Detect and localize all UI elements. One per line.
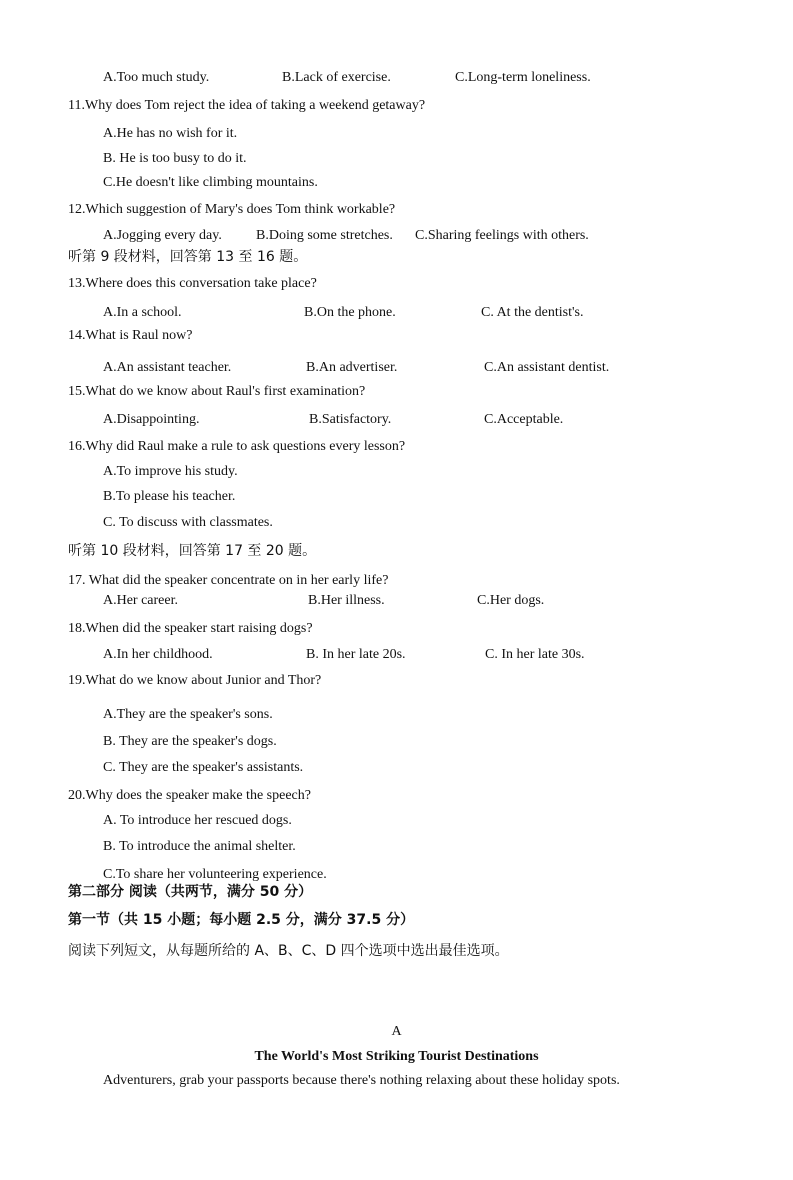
- q20-option-b: B. To introduce the animal shelter.: [103, 839, 296, 854]
- q14-option-c: C.An assistant dentist.: [484, 360, 610, 375]
- q20-option-a: A. To introduce her rescued dogs.: [103, 813, 292, 828]
- q17-option-b: B.Her illness.: [308, 593, 385, 608]
- q11-option-a: A.He has no wish for it.: [103, 126, 238, 141]
- q11-option-c: C.He doesn't like climbing mountains.: [103, 175, 318, 190]
- q19-option-c: C. They are the speaker's assistants.: [103, 760, 304, 775]
- q18-option-c: C. In her late 30s.: [485, 647, 585, 662]
- q15-stem: 15.What do we know about Raul's first examination?: [68, 384, 366, 399]
- q16-option-a: A.To improve his study.: [103, 464, 238, 479]
- q19-option-b: B. They are the speaker's dogs.: [103, 734, 277, 749]
- q17-stem: 17. What did the speaker concentrate on in her early life?: [68, 573, 389, 588]
- part-2-subtitle: 第一节（共 15 小题；每小题 2.5 分，满分 37.5 分）: [68, 912, 415, 928]
- passage-title: The World's Most Striking Tourist Destinations: [254, 1049, 539, 1064]
- q13-option-b: B.On the phone.: [304, 305, 396, 320]
- q14-option-b: B.An advertiser.: [306, 360, 398, 375]
- q11-stem: 11.Why does Tom reject the idea of taking a weekend getaway?: [68, 98, 426, 113]
- q12-option-b: B.Doing some stretches.: [256, 228, 393, 243]
- q11-option-b: B. He is too busy to do it.: [103, 151, 247, 166]
- q13-option-a: A.In a school.: [103, 305, 182, 320]
- q12-option-a: A.Jogging every day.: [103, 228, 222, 243]
- q13-option-c: C. At the dentist's.: [481, 305, 584, 320]
- q13-stem: 13.Where does this conversation take place?: [68, 276, 317, 291]
- q10-option-b: B.Lack of exercise.: [282, 70, 391, 85]
- section-9-heading: 听第 9 段材料，回答第 13 至 16 题。: [68, 249, 308, 265]
- q10-option-c: C.Long-term loneliness.: [455, 70, 591, 85]
- q12-stem: 12.Which suggestion of Mary's does Tom think workable?: [68, 202, 396, 217]
- part-2-title: 第二部分 阅读（共两节，满分 50 分）: [68, 884, 313, 900]
- q18-option-a: A.In her childhood.: [103, 647, 213, 662]
- section-10-heading: 听第 10 段材料，回答第 17 至 20 题。: [68, 543, 317, 559]
- q19-stem: 19.What do we know about Junior and Thor?: [68, 673, 322, 688]
- q15-option-c: C.Acceptable.: [484, 412, 564, 427]
- q19-option-a: A.They are the speaker's sons.: [103, 707, 273, 722]
- q20-stem: 20.Why does the speaker make the speech?: [68, 788, 311, 803]
- q14-option-a: A.An assistant teacher.: [103, 360, 232, 375]
- q15-option-a: A.Disappointing.: [103, 412, 200, 427]
- q20-option-c: C.To share her volunteering experience.: [103, 867, 327, 882]
- passage-intro: Adventurers, grab your passports because there's nothing relaxing about these holiday spots.: [103, 1073, 620, 1088]
- q16-option-c: C. To discuss with classmates.: [103, 515, 273, 530]
- q14-stem: 14.What is Raul now?: [68, 328, 193, 343]
- part-2-instructions: 阅读下列短文，从每题所给的 A、B、C、D 四个选项中选出最佳选项。: [68, 943, 509, 959]
- q15-option-b: B.Satisfactory.: [309, 412, 392, 427]
- passage-label: A: [391, 1024, 402, 1039]
- q18-option-b: B. In her late 20s.: [306, 647, 406, 662]
- q12-option-c: C.Sharing feelings with others.: [415, 228, 589, 243]
- q17-option-a: A.Her career.: [103, 593, 179, 608]
- q16-option-b: B.To please his teacher.: [103, 489, 236, 504]
- q10-option-a: A.Too much study.: [103, 70, 210, 85]
- q18-stem: 18.When did the speaker start raising dogs?: [68, 621, 313, 636]
- q17-option-c: C.Her dogs.: [477, 593, 545, 608]
- q16-stem: 16.Why did Raul make a rule to ask questions every lesson?: [68, 439, 406, 454]
